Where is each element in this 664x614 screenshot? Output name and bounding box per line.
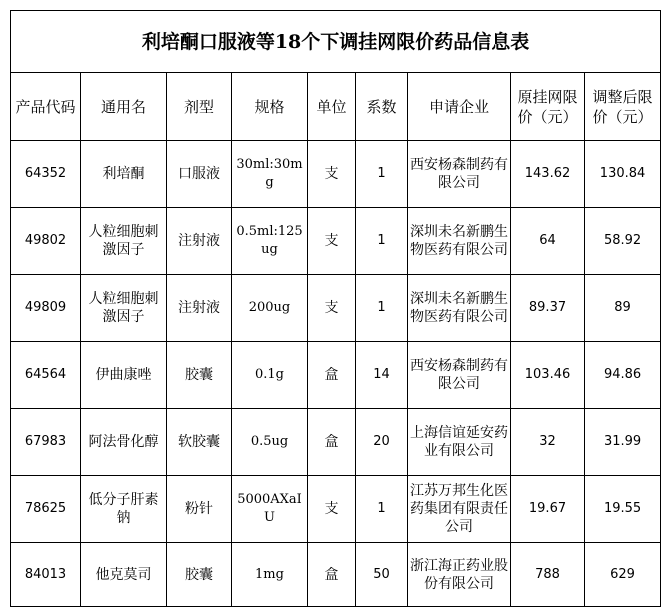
cell-code: 64564 <box>11 342 81 409</box>
header-name: 通用名 <box>81 73 167 141</box>
drug-price-table <box>10 10 661 607</box>
cell-form: 软胶囊 <box>167 409 232 476</box>
cell-company: 上海信谊延安药业有限公司 <box>408 409 511 476</box>
cell-unit: 盒 <box>308 409 356 476</box>
cell-code: 84013 <box>11 543 81 607</box>
table-row <box>11 476 661 543</box>
cell-factor: 1 <box>356 208 408 275</box>
cell-spec: 30ml:30mg <box>232 141 308 208</box>
cell-unit: 支 <box>308 141 356 208</box>
cell-factor: 14 <box>356 342 408 409</box>
cell-name: 利培酮 <box>81 141 167 208</box>
header-form: 剂型 <box>167 73 232 141</box>
cell-code: 49802 <box>11 208 81 275</box>
cell-code: 64352 <box>11 141 81 208</box>
cell-new-price: 94.86 <box>585 342 661 409</box>
cell-form: 注射液 <box>167 208 232 275</box>
cell-orig-price: 103.46 <box>511 342 585 409</box>
cell-name: 他克莫司 <box>81 543 167 607</box>
cell-company: 西安杨森制药有限公司 <box>408 342 511 409</box>
cell-orig-price: 19.67 <box>511 476 585 543</box>
cell-new-price: 19.55 <box>585 476 661 543</box>
cell-new-price: 89 <box>585 275 661 342</box>
cell-unit: 支 <box>308 476 356 543</box>
cell-new-price: 130.84 <box>585 141 661 208</box>
cell-company: 西安杨森制药有限公司 <box>408 141 511 208</box>
cell-orig-price: 89.37 <box>511 275 585 342</box>
cell-spec: 0.1g <box>232 342 308 409</box>
cell-spec: 1mg <box>232 543 308 607</box>
cell-orig-price: 788 <box>511 543 585 607</box>
cell-form: 粉针 <box>167 476 232 543</box>
header-new-price: 调整后限价（元） <box>585 73 661 141</box>
cell-name: 人粒细胞刺激因子 <box>81 275 167 342</box>
header-code: 产品代码 <box>11 73 81 141</box>
header-orig-price: 原挂网限价（元） <box>511 73 585 141</box>
cell-code: 49809 <box>11 275 81 342</box>
cell-code: 78625 <box>11 476 81 543</box>
cell-name: 伊曲康唑 <box>81 342 167 409</box>
table-row <box>11 543 661 607</box>
cell-unit: 盒 <box>308 342 356 409</box>
cell-unit: 支 <box>308 275 356 342</box>
table-row <box>11 208 661 275</box>
cell-factor: 1 <box>356 476 408 543</box>
cell-company: 深圳未名新鹏生物医药有限公司 <box>408 208 511 275</box>
cell-spec: 200ug <box>232 275 308 342</box>
cell-form: 注射液 <box>167 275 232 342</box>
cell-new-price: 58.92 <box>585 208 661 275</box>
cell-spec: 0.5ml:125ug <box>232 208 308 275</box>
cell-new-price: 31.99 <box>585 409 661 476</box>
cell-company: 深圳未名新鹏生物医药有限公司 <box>408 275 511 342</box>
table-row <box>11 342 661 409</box>
cell-form: 胶囊 <box>167 342 232 409</box>
cell-company: 江苏万邦生化医药集团有限责任公司 <box>408 476 511 543</box>
cell-factor: 1 <box>356 141 408 208</box>
header-factor: 系数 <box>356 73 408 141</box>
header-company: 申请企业 <box>408 73 511 141</box>
cell-factor: 1 <box>356 275 408 342</box>
cell-spec: 5000AXaIU <box>232 476 308 543</box>
cell-code: 67983 <box>11 409 81 476</box>
table-row <box>11 141 661 208</box>
header-row <box>11 73 661 141</box>
cell-unit: 支 <box>308 208 356 275</box>
header-spec: 规格 <box>232 73 308 141</box>
table-title: 利培酮口服液等18个下调挂网限价药品信息表 <box>11 11 661 73</box>
cell-spec: 0.5ug <box>232 409 308 476</box>
cell-factor: 20 <box>356 409 408 476</box>
table-row <box>11 275 661 342</box>
cell-form: 口服液 <box>167 141 232 208</box>
cell-company: 浙江海正药业股份有限公司 <box>408 543 511 607</box>
header-unit: 单位 <box>308 73 356 141</box>
cell-factor: 50 <box>356 543 408 607</box>
cell-name: 人粒细胞刺激因子 <box>81 208 167 275</box>
table-row <box>11 409 661 476</box>
cell-orig-price: 64 <box>511 208 585 275</box>
cell-unit: 盒 <box>308 543 356 607</box>
cell-name: 低分子肝素钠 <box>81 476 167 543</box>
cell-orig-price: 32 <box>511 409 585 476</box>
cell-name: 阿法骨化醇 <box>81 409 167 476</box>
cell-orig-price: 143.62 <box>511 141 585 208</box>
cell-form: 胶囊 <box>167 543 232 607</box>
cell-new-price: 629 <box>585 543 661 607</box>
